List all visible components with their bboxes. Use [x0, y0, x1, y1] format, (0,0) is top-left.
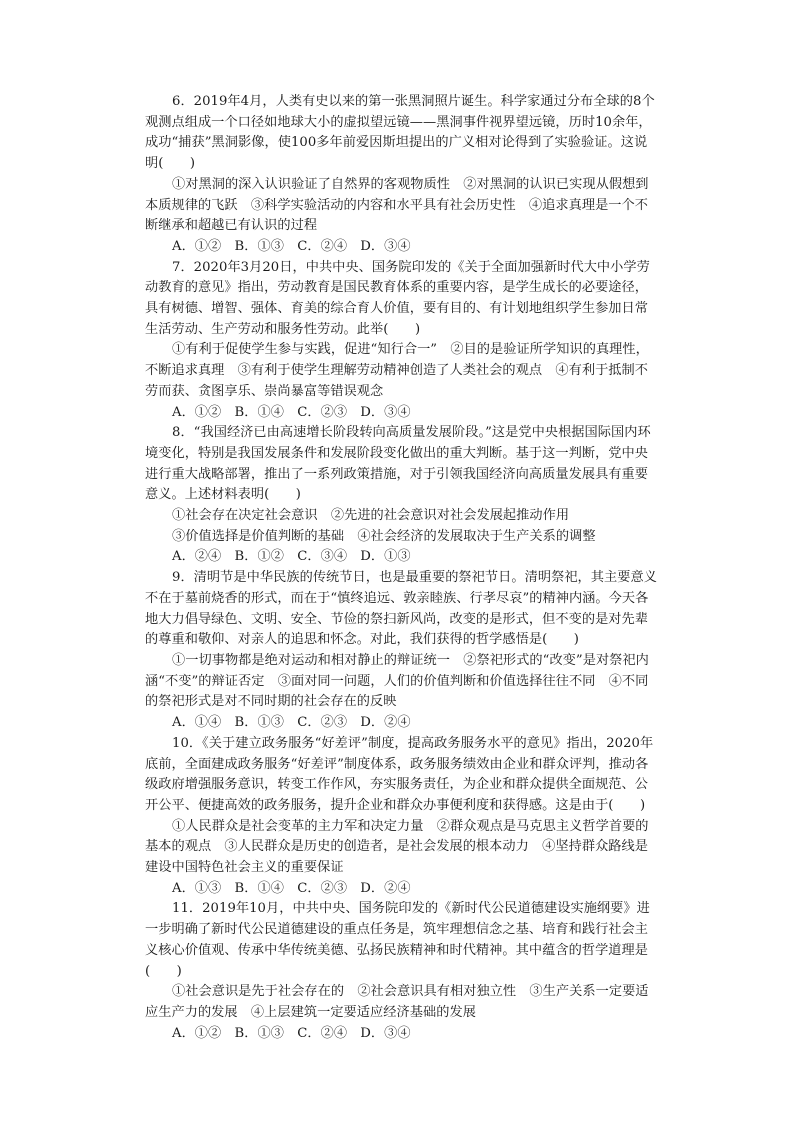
question-6 — [145, 92, 660, 258]
question-11 — [145, 899, 660, 1044]
question-10 — [145, 734, 660, 900]
question-stem: 11．2019年10月，中共中央、国务院印发的《新时代公民道德建设实施纲要》进一步明确了新时代公民道德建设的重点任务是，筑牢理想信念之基、培育和践行社会主义核心价值观、传承中华传统美德、弘扬民族精神和时代精神。其中蕴含的哲学道理是( ) — [145, 901, 650, 979]
question-8 — [145, 423, 660, 568]
question-statements: ①一切事物都是绝对运动和相对静止的辩证统一 ②祭祀形式的“改变”是对祭祀内涵“不变”的辩证否定 ③面对同一问题，人们的价值判断和价值选择往往不同 ④不同的祭祀形式是对不同时期的社会存在的反映 — [145, 652, 649, 710]
exam-page — [145, 92, 660, 1044]
question-stem: 9．清明节是中华民族的传统节日，也是最重要的祭祀节日。清明祭祀，其主要意义不在于墓前烧香的形式，而在于“慎终追远、敦亲睦族、行孝尽哀”的精神内涵。今天各地大力倡导绿色、文明、安全、节俭的祭扫新风尚，改变的是形式，但不变的是对先辈的尊重和敬仰、对亲人的追思和怀念。对此，我们获得的哲学感悟是( ) — [145, 570, 657, 648]
question-statements: ①对黑洞的深入认识验证了自然界的客观物质性 ②对黑洞的认识已实现从假想到本质规律的飞跃 ③科学实验活动的内容和水平具有社会历史性 ④追求真理是一个不断继承和超越已有认识的过程 — [145, 176, 649, 234]
answer-options: A．①② B．①③ C．②④ D．③④ — [172, 238, 411, 254]
question-stem: 7．2020年3月20日，中共中央、国务院印发的《关于全面加强新时代大中小学劳动教育的意见》指出，劳动教育是国民教育体系的重要内容，是学生成长的必要途径，具有树德、增智、强体、育美的综合育人价值，要有目的、有计划地组织学生参加日常生活劳动、生产劳动和服务性劳动。此举( ) — [145, 259, 650, 337]
question-stem: 8．“我国经济已由高速增长阶段转向高质量发展阶段。”这是党中央根据国际国内环境变化，特别是我国发展条件和发展阶段变化做出的重大判断。基于这一判断，党中央进行重大战略部署，推出了一系列政策措施，对于引领我国经济向高质量发展具有重要意义。上述材料表明( ) — [145, 425, 651, 503]
question-statements: ①有利于促使学生参与实践，促进“知行合一” ②目的是验证所学知识的真理性，不断追求真理 ③有利于使学生理解劳动精神创造了人类社会的观点 ④有利于抵制不劳而获、贪图享乐、崇尚暴富等错误观念 — [145, 342, 649, 399]
answer-options: A．①② B．①④ C．②③ D．③④ — [172, 404, 411, 420]
answer-options: A．②④ B．①② C．③④ D．①③ — [172, 549, 411, 565]
question-statements: ①社会意识是先于社会存在的 ②社会意识具有相对独立性 ③生产关系一定要适应生产力的发展 ④上层建筑一定要适应经济基础的发展 — [145, 984, 649, 1020]
question-stem: 6．2019年4月，人类有史以来的第一张黑洞照片诞生。科学家通过分布全球的8个观测点组成一个口径如地球大小的虚拟望远镜——黑洞事件视界望远镜，历时10余年，成功“捕获”黑洞影像，使100多年前爱因斯坦提出的广义相对论得到了实验验证。这说明( ) — [145, 94, 655, 172]
question-statements: ①社会存在决定社会意识 ②先进的社会意识对社会发展起推动作用 — [172, 508, 570, 524]
question-stem: 10．《关于建立政务服务“好差评”制度，提高政务服务水平的意见》指出，2020年底前，全面建成政务服务“好差评”制度体系，政务服务绩效由企业和群众评判，推动各级政府增强服务意识，转变工作作风，夯实服务责任，为企业和群众提供全面规范、公开公平、便捷高效的政务服务，提升企业和群众办事便利度和获得感。这是由于( ) — [145, 735, 654, 813]
question-statements: ①人民群众是社会变革的主力军和决定力量 ②群众观点是马克思主义哲学首要的基本的观点 ③人民群众是历史的创造者，是社会发展的根本动力 ④坚持群众路线是建设中国特色社会主义的重要保证 — [145, 818, 649, 876]
question-statements: ③价值选择是价值判断的基础 ④社会经济的发展取决于生产关系的调整 — [172, 528, 596, 544]
answer-options: A．①② B．①③ C．②④ D．③④ — [172, 1025, 411, 1041]
question-9 — [145, 568, 660, 734]
answer-options: A．①③ B．①④ C．②③ D．②④ — [172, 880, 411, 896]
answer-options: A．①④ B．①③ C．②③ D．②④ — [172, 715, 411, 731]
question-7 — [145, 258, 660, 424]
